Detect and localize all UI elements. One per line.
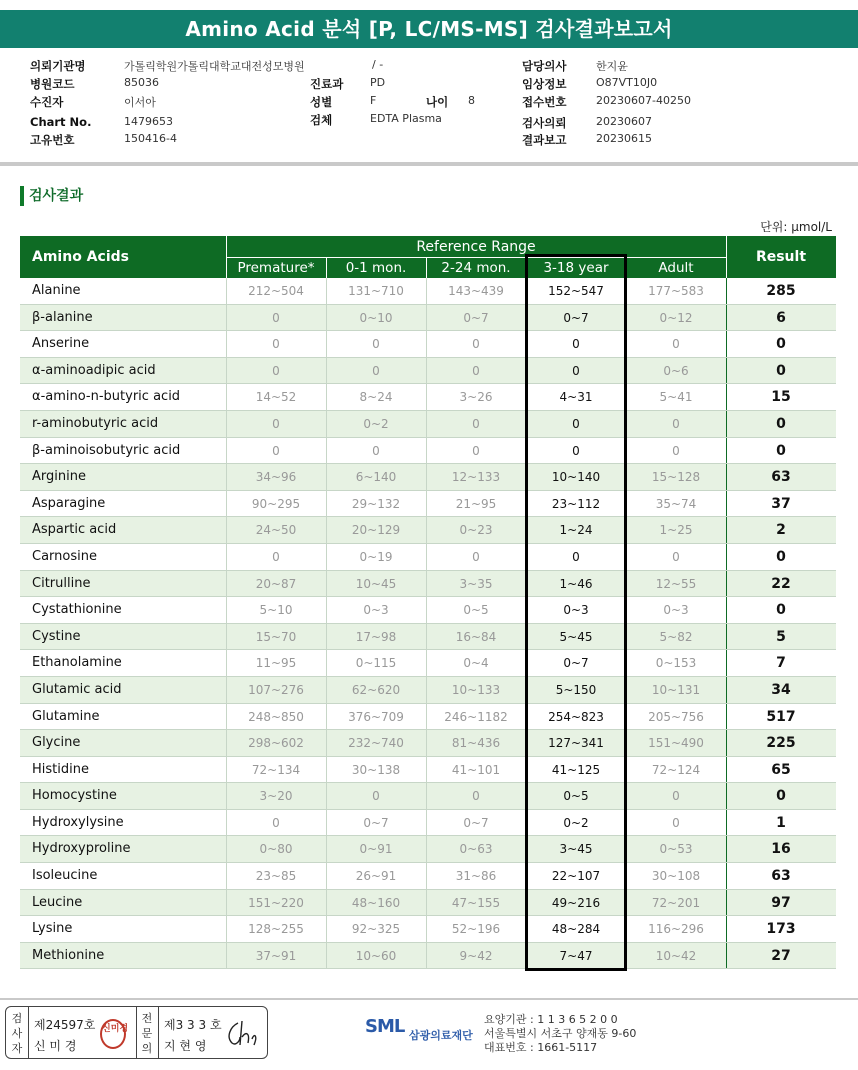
amino-acid-name: Carnosine bbox=[32, 548, 97, 564]
institution-label: 의뢰기관명 bbox=[30, 59, 86, 73]
ref-range-adult: 5~41 bbox=[659, 390, 693, 405]
ref-range-y3-18: 1~24 bbox=[559, 523, 593, 538]
table-row bbox=[20, 438, 836, 465]
header-amino-acids: Amino Acids bbox=[32, 249, 129, 265]
sex-value: F bbox=[370, 94, 377, 107]
ref-range-adult: 1~25 bbox=[659, 523, 693, 538]
table-row bbox=[20, 597, 836, 624]
ref-range-mon0-1: 17~98 bbox=[355, 629, 397, 644]
ref-range-mon0-1: 6~140 bbox=[355, 470, 397, 485]
result-value: 63 bbox=[771, 469, 791, 486]
ref-range-mon0-1: 0~115 bbox=[355, 656, 397, 671]
ref-range-adult: 5~82 bbox=[659, 629, 693, 644]
amino-acid-name: Hydroxylysine bbox=[32, 814, 124, 830]
amino-acid-name: Methionine bbox=[32, 947, 105, 963]
amino-acid-name: Hydroxyproline bbox=[32, 841, 131, 857]
amino-acid-name: Citrulline bbox=[32, 575, 91, 591]
ref-range-mon2-24: 16~84 bbox=[455, 629, 497, 644]
amino-acid-name: Isoleucine bbox=[32, 868, 98, 884]
ref-range-mon2-24: 21~95 bbox=[455, 496, 497, 511]
header-reference-range: Reference Range bbox=[416, 239, 536, 255]
patient-name-value: 이서아 bbox=[124, 96, 156, 109]
ref-range-mon0-1: 0 bbox=[372, 789, 380, 804]
doctor-value: 한지윤 bbox=[596, 60, 628, 73]
table-row bbox=[20, 305, 836, 332]
sex-label: 성별 bbox=[310, 95, 333, 109]
result-value: 1 bbox=[776, 814, 786, 831]
header-2-24-mon: 2-24 mon. bbox=[441, 260, 511, 276]
ref-range-mon0-1: 0~7 bbox=[363, 815, 389, 830]
ref-range-mon0-1: 0 bbox=[372, 363, 380, 378]
request-date-value: 20230607 bbox=[596, 115, 652, 128]
ref-range-mon2-24: 0~7 bbox=[463, 815, 489, 830]
amino-acid-name: β-aminoisobutyric acid bbox=[32, 442, 181, 458]
ref-range-y3-18: 49~216 bbox=[551, 895, 601, 910]
ref-range-premature: 5~10 bbox=[259, 603, 293, 618]
ref-range-adult: 0 bbox=[672, 815, 680, 830]
result-value: 27 bbox=[771, 947, 791, 964]
result-value: 37 bbox=[771, 495, 791, 512]
ref-range-adult: 15~128 bbox=[651, 470, 701, 485]
sml-logo bbox=[365, 1012, 485, 1056]
hospital-code-label: 병원코드 bbox=[30, 77, 75, 91]
amino-acid-name: Leucine bbox=[32, 894, 83, 910]
unique-no-value: 150416-4 bbox=[124, 132, 177, 145]
ref-range-adult: 10~42 bbox=[655, 948, 697, 963]
ref-range-mon0-1: 29~132 bbox=[351, 496, 401, 511]
table-row bbox=[20, 331, 836, 358]
header-divider bbox=[0, 162, 858, 166]
ref-range-mon0-1: 30~138 bbox=[351, 762, 401, 777]
ref-range-premature: 151~220 bbox=[248, 895, 304, 910]
amino-acid-name: Aspartic acid bbox=[32, 522, 117, 538]
table-header bbox=[20, 236, 836, 278]
result-value: 6 bbox=[776, 309, 786, 326]
result-value: 7 bbox=[776, 655, 786, 672]
table-row bbox=[20, 783, 836, 810]
ref-range-premature: 24~50 bbox=[255, 523, 297, 538]
ref-range-y3-18: 0~7 bbox=[563, 656, 589, 671]
ref-range-premature: 20~87 bbox=[255, 576, 297, 591]
table-row bbox=[20, 384, 836, 411]
result-value: 225 bbox=[766, 735, 796, 752]
result-value: 0 bbox=[776, 602, 786, 619]
ref-range-adult: 12~55 bbox=[655, 576, 697, 591]
amino-acid-name: Arginine bbox=[32, 469, 86, 485]
ref-range-adult: 72~124 bbox=[651, 762, 701, 777]
ref-range-mon2-24: 0 bbox=[472, 416, 480, 431]
ref-range-premature: 298~602 bbox=[248, 736, 304, 751]
table-row bbox=[20, 544, 836, 571]
table-row bbox=[20, 757, 836, 784]
org-phone: 대표번호 : 1661-5117 bbox=[484, 1041, 598, 1054]
table-row bbox=[20, 358, 836, 385]
ref-range-mon2-24: 47~155 bbox=[451, 895, 501, 910]
report-title: Amino Acid 분석 [P, LC/MS-MS] 검사결과보고서 bbox=[0, 10, 858, 48]
ref-range-mon0-1: 26~91 bbox=[355, 869, 397, 884]
amino-acid-name: Glycine bbox=[32, 735, 81, 751]
ref-range-mon2-24: 0 bbox=[472, 363, 480, 378]
age-value: 8 bbox=[468, 94, 475, 107]
result-value: 0 bbox=[776, 415, 786, 432]
ref-range-mon2-24: 0 bbox=[472, 789, 480, 804]
age-label: 나이 bbox=[426, 95, 449, 109]
ref-range-premature: 107~276 bbox=[248, 682, 304, 697]
ref-range-y3-18: 41~125 bbox=[551, 762, 601, 777]
table-row bbox=[20, 677, 836, 704]
ref-range-mon0-1: 0~2 bbox=[363, 416, 389, 431]
ref-range-adult: 10~131 bbox=[651, 682, 701, 697]
clinical-info-label: 임상정보 bbox=[522, 77, 567, 91]
amino-acid-name: Cystine bbox=[32, 628, 81, 644]
patient-name-label: 수진자 bbox=[30, 95, 64, 109]
ref-range-y3-18: 0~2 bbox=[563, 815, 589, 830]
ref-range-y3-18: 23~112 bbox=[551, 496, 601, 511]
footer-divider bbox=[0, 998, 858, 1000]
ref-range-premature: 0~80 bbox=[259, 842, 293, 857]
ref-range-mon0-1: 0 bbox=[372, 337, 380, 352]
ref-range-y3-18: 48~284 bbox=[551, 922, 601, 937]
ref-range-mon2-24: 0~7 bbox=[463, 310, 489, 325]
tester-seal: 신미경 bbox=[100, 1019, 126, 1049]
ref-range-mon2-24: 31~86 bbox=[455, 869, 497, 884]
ref-range-mon2-24: 143~439 bbox=[448, 284, 504, 298]
amino-acid-name: Asparagine bbox=[32, 495, 106, 511]
result-value: 5 bbox=[776, 628, 786, 645]
section-title bbox=[20, 186, 83, 206]
department-label: 진료과 bbox=[310, 77, 344, 91]
ref-range-mon0-1: 0~19 bbox=[359, 549, 393, 564]
ref-range-y3-18: 22~107 bbox=[551, 869, 601, 884]
ref-range-y3-18: 0~5 bbox=[563, 789, 589, 804]
ref-range-y3-18: 0~7 bbox=[563, 310, 589, 325]
ref-range-premature: 37~91 bbox=[255, 948, 297, 963]
ref-range-adult: 35~74 bbox=[655, 496, 697, 511]
ref-range-y3-18: 10~140 bbox=[551, 470, 601, 485]
result-value: 0 bbox=[776, 442, 786, 459]
table-row bbox=[20, 730, 836, 757]
ref-range-mon2-24: 246~1182 bbox=[444, 709, 508, 724]
table-row bbox=[20, 278, 836, 305]
ref-range-mon2-24: 3~26 bbox=[459, 390, 493, 405]
result-value: 0 bbox=[776, 362, 786, 379]
table-row bbox=[20, 810, 836, 837]
ref-range-y3-18: 254~823 bbox=[548, 709, 604, 724]
result-value: 517 bbox=[766, 708, 796, 725]
result-value: 65 bbox=[771, 761, 791, 778]
ref-range-premature: 0 bbox=[272, 310, 280, 325]
report-date-label: 결과보고 bbox=[522, 133, 567, 147]
result-value: 15 bbox=[771, 389, 791, 406]
ref-range-adult: 72~201 bbox=[651, 895, 701, 910]
request-date-label: 검사의뢰 bbox=[522, 116, 567, 130]
receipt-no-label: 접수번호 bbox=[522, 95, 567, 109]
ref-range-premature: 90~295 bbox=[251, 496, 301, 511]
ref-range-mon0-1: 10~60 bbox=[355, 948, 397, 963]
ref-range-y3-18: 0~3 bbox=[563, 603, 589, 618]
ref-range-y3-18: 127~341 bbox=[548, 736, 604, 751]
ref-range-premature: 0 bbox=[272, 337, 280, 352]
result-value: 285 bbox=[766, 283, 796, 299]
reviewer-signature bbox=[224, 1019, 262, 1049]
ref-range-mon0-1: 0 bbox=[372, 443, 380, 458]
ref-range-y3-18: 3~45 bbox=[559, 842, 593, 857]
receipt-no-value: 20230607-40250 bbox=[596, 94, 691, 107]
doctor-label: 담당의사 bbox=[522, 59, 567, 73]
logo-mark: SML bbox=[365, 1016, 405, 1037]
ref-range-adult: 0 bbox=[672, 443, 680, 458]
ref-range-mon2-24: 41~101 bbox=[451, 762, 501, 777]
amino-acid-name: Lysine bbox=[32, 921, 73, 937]
result-value: 22 bbox=[771, 575, 791, 592]
ref-range-premature: 11~95 bbox=[255, 656, 297, 671]
ref-range-mon2-24: 10~133 bbox=[451, 682, 501, 697]
department-value: PD bbox=[370, 76, 386, 89]
ref-range-mon2-24: 12~133 bbox=[451, 470, 501, 485]
amino-acid-name: Histidine bbox=[32, 761, 89, 777]
result-value: 34 bbox=[771, 681, 791, 698]
ref-range-premature: 23~85 bbox=[255, 869, 297, 884]
header-premature: Premature* bbox=[237, 260, 315, 276]
reviewer-license-no: 제3 3 3 호 bbox=[164, 1018, 222, 1032]
reviewer-name: 지 현 영 bbox=[164, 1039, 207, 1053]
ref-range-y3-18: 0 bbox=[572, 549, 580, 564]
ref-range-premature: 128~255 bbox=[248, 922, 304, 937]
result-value: 0 bbox=[776, 336, 786, 353]
result-value: 0 bbox=[776, 548, 786, 565]
hospital-code-value: 85036 bbox=[124, 76, 159, 89]
ref-range-adult: 151~490 bbox=[648, 736, 704, 751]
chart-no-value: 1479653 bbox=[124, 115, 173, 128]
ref-range-mon0-1: 8~24 bbox=[359, 390, 393, 405]
ref-range-adult: 0 bbox=[672, 416, 680, 431]
ref-range-y3-18: 0 bbox=[572, 416, 580, 431]
ref-range-adult: 0~3 bbox=[663, 603, 689, 618]
ref-range-premature: 0 bbox=[272, 416, 280, 431]
table-row bbox=[20, 411, 836, 438]
ref-range-premature: 72~134 bbox=[251, 762, 301, 777]
results-table bbox=[20, 236, 836, 969]
tester-license-no: 제24597호 bbox=[34, 1018, 96, 1032]
ref-range-premature: 14~52 bbox=[255, 390, 297, 405]
amino-acid-name: β-alanine bbox=[32, 309, 93, 325]
amino-acid-name: α-aminoadipic acid bbox=[32, 362, 156, 378]
specimen-label: 검체 bbox=[310, 113, 333, 127]
result-value: 63 bbox=[771, 868, 791, 885]
table-row bbox=[20, 517, 836, 544]
ref-range-adult: 0 bbox=[672, 337, 680, 352]
table-row bbox=[20, 624, 836, 651]
ref-range-adult: 177~583 bbox=[648, 284, 704, 298]
section-marker bbox=[20, 186, 24, 206]
org-code: 요양기관 : 1 1 3 6 5 2 0 0 bbox=[484, 1013, 618, 1026]
ref-range-mon2-24: 0 bbox=[472, 549, 480, 564]
ref-range-y3-18: 0 bbox=[572, 363, 580, 378]
amino-acid-name: Ethanolamine bbox=[32, 655, 122, 671]
ref-range-premature: 0 bbox=[272, 815, 280, 830]
table-body bbox=[20, 278, 836, 969]
ref-range-adult: 0 bbox=[672, 789, 680, 804]
ref-range-mon0-1: 92~325 bbox=[351, 922, 401, 937]
header-0-1-mon: 0-1 mon. bbox=[345, 260, 407, 276]
ref-range-y3-18: 4~31 bbox=[559, 390, 593, 405]
table-row bbox=[20, 464, 836, 491]
ref-range-mon0-1: 0~91 bbox=[359, 842, 393, 857]
table-row bbox=[20, 916, 836, 943]
table-row bbox=[20, 836, 836, 863]
ref-range-adult: 0~6 bbox=[663, 363, 689, 378]
amino-acid-name: Anserine bbox=[32, 336, 90, 352]
table-row bbox=[20, 650, 836, 677]
ref-range-premature: 212~504 bbox=[248, 284, 304, 298]
amino-acid-name: Glutamic acid bbox=[32, 681, 122, 697]
chart-no-label: Chart No. bbox=[30, 115, 92, 129]
ref-range-premature: 248~850 bbox=[248, 709, 304, 724]
ref-range-mon0-1: 10~45 bbox=[355, 576, 397, 591]
ref-range-y3-18: 0 bbox=[572, 443, 580, 458]
ref-range-mon0-1: 0~3 bbox=[363, 603, 389, 618]
ref-range-mon0-1: 20~129 bbox=[351, 523, 401, 538]
ref-range-y3-18: 0 bbox=[572, 337, 580, 352]
ref-range-mon2-24: 0~63 bbox=[459, 842, 493, 857]
unit-label: 단위: μmol/L bbox=[760, 220, 832, 234]
clinical-info-value: O87VT10J0 bbox=[596, 76, 658, 89]
institution-extra: / - bbox=[372, 58, 384, 71]
ref-range-y3-18: 7~47 bbox=[559, 948, 593, 963]
ref-range-premature: 0 bbox=[272, 549, 280, 564]
result-value: 173 bbox=[766, 921, 796, 938]
tester-name: 신 미 경 bbox=[34, 1039, 77, 1053]
result-value: 2 bbox=[776, 522, 786, 539]
ref-range-mon2-24: 0 bbox=[472, 337, 480, 352]
table-row bbox=[20, 571, 836, 598]
table-row bbox=[20, 704, 836, 731]
result-value: 97 bbox=[771, 894, 791, 911]
header-adult: Adult bbox=[658, 260, 694, 276]
ref-range-mon0-1: 62~620 bbox=[351, 682, 401, 697]
ref-range-premature: 0 bbox=[272, 443, 280, 458]
ref-range-mon2-24: 0~4 bbox=[463, 656, 489, 671]
amino-acid-name: Glutamine bbox=[32, 708, 100, 724]
amino-acid-name: Alanine bbox=[32, 283, 81, 298]
ref-range-mon2-24: 9~42 bbox=[459, 948, 493, 963]
org-address: 서울특별시 서초구 양재동 9-60 bbox=[484, 1027, 637, 1040]
tester-label: 검사자 bbox=[11, 1012, 23, 1055]
ref-range-mon0-1: 376~709 bbox=[348, 709, 404, 724]
patient-info bbox=[30, 56, 830, 156]
report-date-value: 20230615 bbox=[596, 132, 652, 145]
ref-range-mon0-1: 0~10 bbox=[359, 310, 393, 325]
specimen-value: EDTA Plasma bbox=[370, 112, 442, 125]
ref-range-premature: 34~96 bbox=[255, 470, 297, 485]
ref-range-premature: 3~20 bbox=[259, 789, 293, 804]
table-row bbox=[20, 890, 836, 917]
logo-text: 삼광의료재단 bbox=[409, 1029, 473, 1042]
amino-acid-name: Homocystine bbox=[32, 788, 117, 804]
ref-range-mon0-1: 48~160 bbox=[351, 895, 401, 910]
table-row bbox=[20, 943, 836, 970]
institution-value: 가톨릭학원가톨릭대학교대전성모병원 bbox=[124, 60, 305, 73]
ref-range-y3-18: 152~547 bbox=[548, 284, 604, 298]
section-title-text: 검사결과 bbox=[29, 188, 84, 204]
table-row bbox=[20, 491, 836, 518]
amino-acid-name: Cystathionine bbox=[32, 602, 122, 618]
header-result: Result bbox=[755, 249, 807, 265]
amino-acid-name: α-amino-n-butyric acid bbox=[32, 389, 181, 405]
ref-range-y3-18: 5~150 bbox=[555, 682, 597, 697]
reviewer-label: 전문의 bbox=[141, 1012, 153, 1055]
ref-range-premature: 0 bbox=[272, 363, 280, 378]
ref-range-adult: 30~108 bbox=[651, 869, 701, 884]
ref-range-mon2-24: 0~23 bbox=[459, 523, 493, 538]
result-value: 16 bbox=[771, 841, 791, 858]
result-value: 0 bbox=[776, 788, 786, 805]
ref-range-mon0-1: 131~710 bbox=[348, 284, 404, 298]
ref-range-premature: 15~70 bbox=[255, 629, 297, 644]
ref-range-adult: 116~296 bbox=[648, 922, 704, 937]
ref-range-mon2-24: 0 bbox=[472, 443, 480, 458]
ref-range-adult: 0~12 bbox=[659, 310, 693, 325]
ref-range-y3-18: 5~45 bbox=[559, 629, 593, 644]
ref-range-adult: 0~153 bbox=[655, 656, 697, 671]
ref-range-mon2-24: 52~196 bbox=[451, 922, 501, 937]
ref-range-adult: 0~53 bbox=[659, 842, 693, 857]
org-info bbox=[484, 1013, 636, 1055]
ref-range-mon2-24: 3~35 bbox=[459, 576, 493, 591]
amino-acid-name: r-aminobutyric acid bbox=[32, 415, 159, 431]
unique-no-label: 고유번호 bbox=[30, 133, 75, 147]
table-row bbox=[20, 863, 836, 890]
ref-range-adult: 0 bbox=[672, 549, 680, 564]
ref-range-mon0-1: 232~740 bbox=[348, 736, 404, 751]
ref-range-y3-18: 1~46 bbox=[559, 576, 593, 591]
signature-box bbox=[5, 1006, 268, 1059]
ref-range-mon2-24: 0~5 bbox=[463, 603, 489, 618]
ref-range-mon2-24: 81~436 bbox=[451, 736, 501, 751]
header-3-18-year: 3-18 year bbox=[543, 260, 609, 276]
ref-range-adult: 205~756 bbox=[648, 709, 704, 724]
